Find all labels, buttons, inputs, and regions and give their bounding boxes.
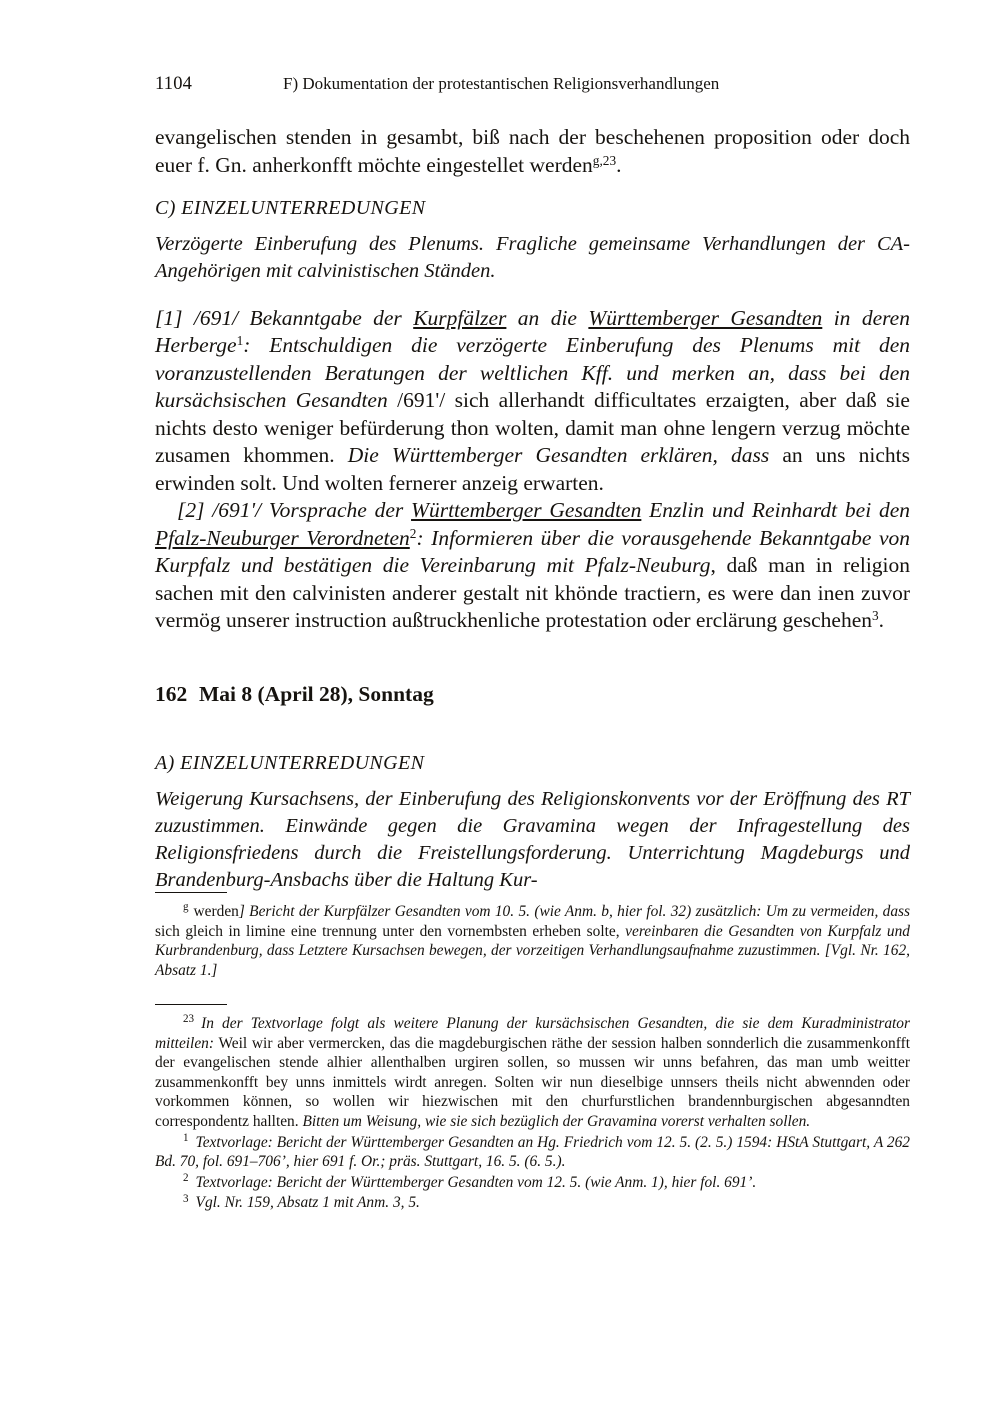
apparatus-text-2: vereinbaren die Gesandten von Kurpfalz und Kurbrandenburg, dass Letztere Kursachsen bewegen, der vorzeitigen Verhandlungsaufnahme zuzustimmen. [Vgl. Nr. 162, Absatz 1.] xyxy=(155,922,911,979)
page-number: 1104 xyxy=(155,74,193,94)
entry-2 xyxy=(155,497,910,635)
entry-2-text-a: Vorsprache der xyxy=(268,498,412,523)
footnote-text-italic-1: Textvorlage: Bericht der Württemberger Gesandten an Hg. Friedrich vom 12. 5. (2. 5.) 1594: HStA Stuttgart, A 262 Bd. 70, fol. 691–706’, hier 691 f. Or.; präs. Stuttgart, 16. 5. (6. 5.). xyxy=(155,1133,910,1171)
footnote-marker: 1 xyxy=(183,1132,189,1145)
section-label-a: A) EINZELUNTERREDUNGEN xyxy=(155,752,425,775)
footnote-marker-2: 2 xyxy=(409,525,417,541)
entry-2-period: . xyxy=(878,608,885,633)
entry-1-text-e: Die Württemberger Gesandten erklären, dass xyxy=(347,443,783,468)
apparatus-block xyxy=(155,892,910,980)
footnote-23 xyxy=(155,1014,910,1132)
carryover-line2: doch euer f. Gn. anherkonfft möchte eingestellet werden xyxy=(155,125,911,177)
footnote-block xyxy=(155,1004,910,1213)
carryover-period: . xyxy=(616,152,622,177)
footnote-text-italic-1: In der Textvorlage folgt als weitere Planung der kursächsischen Gesandten, die sie dem Kuradministrator mitteilen: xyxy=(155,1015,910,1052)
entry-2-text-b: Enzlin und Reinhardt bei den xyxy=(641,498,910,523)
section-label-c: C) EINZELUNTERREDUNGEN xyxy=(155,197,426,220)
entry-2-number: [2] xyxy=(177,498,205,523)
entry-1-number: [1] xyxy=(155,305,183,330)
entry-1-party-wuerttemberger: Württemberger Gesandten xyxy=(588,305,823,330)
entry-2-folio: /691'/ xyxy=(212,498,262,523)
apparatus-quote: sich gleich in limine eine trennung unter den vornembsten erheben solte, xyxy=(155,922,620,940)
regest-section-162-a: Weigerung Kursachsens, der Einberufung des Religionskonvents vor der Eröffnung des RT zuzustimmen. Einwände gegen die Gravamina wegen der Infragestellung des Religionsfriedens durch die Freistellungsforderung. Unterrichtung Magdeburgs und Brandenburg-Ansbachs über die Haltung Kur- xyxy=(155,787,910,891)
footnote-1 xyxy=(155,1133,910,1172)
entry-2-text-c: : Informieren über die vorausgehende Bekanntgabe von Kurpfalz und bestätigen die Vereinbarung mit Pfalz-Neuburg xyxy=(155,525,910,578)
running-head xyxy=(155,74,910,94)
footnote-marker-3: 3 xyxy=(872,608,879,624)
section-number: 162 xyxy=(155,681,188,706)
apparatus-note-g xyxy=(155,902,910,980)
footnote-marker: 3 xyxy=(183,1192,189,1205)
footnote-2 xyxy=(155,1173,910,1193)
entry-1-text-b: an die xyxy=(506,305,589,330)
entry-2-party-pfalz-neuburg: Pfalz-Neuburger Verordneten xyxy=(155,525,410,550)
entry-1-folio: /691/ xyxy=(193,305,239,330)
footnote-marker-1: 1 xyxy=(236,333,244,349)
carryover-line1: evangelischen stenden in gesambt, biß nach der beschehenen proposition oder xyxy=(155,125,860,150)
footnote-text-italic-1: Textvorlage: Bericht der Württemberger Gesandten vom 12. 5. (wie Anm. 1), hier fol. 691’. xyxy=(195,1173,757,1191)
paragraph-carryover xyxy=(155,124,910,179)
apparatus-text-1: Bericht der Kurpfälzer Gesandten vom 10. 5. (wie Anm. b, hier fol. 32) zusätzlich: Um zu vermeiden, dass xyxy=(244,903,910,920)
footnote-text-roman: Weil wir aber vermercken, das die magdeburgischen räthe der session halben sonnderlich die zusammenkonfft der evangelischen stende alhier allenthalben urgiren sollen, so mussen wir unns befahren, das man umb weitter zusammenkonfft bey unns inmittels wirdt anregen. Solten wir nun dieselbige unnsers theils nicht abwennden oder vorkommen können, so wollen wir hiezwischen mit den churfurstlichen brandennburgischen abgesanndten correspondentz hallten. xyxy=(155,1034,910,1130)
apparatus-marker-g: g xyxy=(183,901,189,914)
footnote-separator-rule xyxy=(155,1004,227,1005)
running-head-title: F) Dokumentation der protestantischen Religionsverhandlungen xyxy=(283,74,720,93)
page-content xyxy=(155,74,910,894)
section-heading-162 xyxy=(155,681,910,709)
footnote-marker: 2 xyxy=(183,1172,189,1185)
entry-1-text-d: : Entschuldigen die verzögerte Einberufung des Plenums mit den voranzustellenden Beratungen der weltlichen Kff. und merken an, dass bei den kursächsischen Gesandten xyxy=(155,333,910,413)
entry-1-party-kurpfaelzer: Kurpfälzer xyxy=(413,305,507,330)
apparatus-lemma: werden xyxy=(193,903,239,920)
footnote-text-italic-2: Bitten um Weisung, wie sie sich bezüglich der Gravamina vorerst verhalten sollen. xyxy=(302,1112,811,1130)
footnote-marker: 23 xyxy=(183,1013,195,1026)
entry-1 xyxy=(155,305,910,498)
footnote-3 xyxy=(155,1193,910,1213)
entry-1-quote-2: an uns nichts erwinden solt. Und wolten fernerer anzeig erwarten. xyxy=(155,443,910,495)
footnote-text-italic-1: Vgl. Nr. 159, Absatz 1 mit Anm. 3, 5. xyxy=(195,1194,420,1212)
regest-section-c: Verzögerte Einberufung des Plenums. Fragliche gemeinsame Verhandlungen der CA-Angehörigen mit calvinistischen Ständen. xyxy=(155,232,910,282)
entry-2-party-wuerttemberger: Württemberger Gesandten xyxy=(411,498,642,523)
entry-2-quote-1: , daß man in religion sachen mit den calvinisten anderer gestalt nit khönde tractiern, es were dan inen zuvor vermög unserer instruction außtruckhenliche protestation oder erclärung geschehen xyxy=(155,553,911,633)
footnote-marker-g23: g,23 xyxy=(592,152,617,168)
main-text-column xyxy=(155,124,910,894)
apparatus-separator-rule xyxy=(155,892,227,893)
spacer xyxy=(155,285,910,305)
entry-1-text-c: in deren Herberge xyxy=(155,305,910,358)
entry-1-quote-1: sich allerhandt difficultates erzaigten, aber daß sie nichts desto weniger befürderung thon wolten, damit man ohne lengern verzug möchte zusamen khommen. xyxy=(155,388,910,468)
apparatus-bracket: ] xyxy=(238,903,245,920)
section-title: Mai 8 (April 28), Sonntag xyxy=(199,681,434,706)
entry-1-folio-2: /691'/ xyxy=(397,388,446,413)
entry-1-text-a: Bekanntgabe der xyxy=(249,305,414,330)
